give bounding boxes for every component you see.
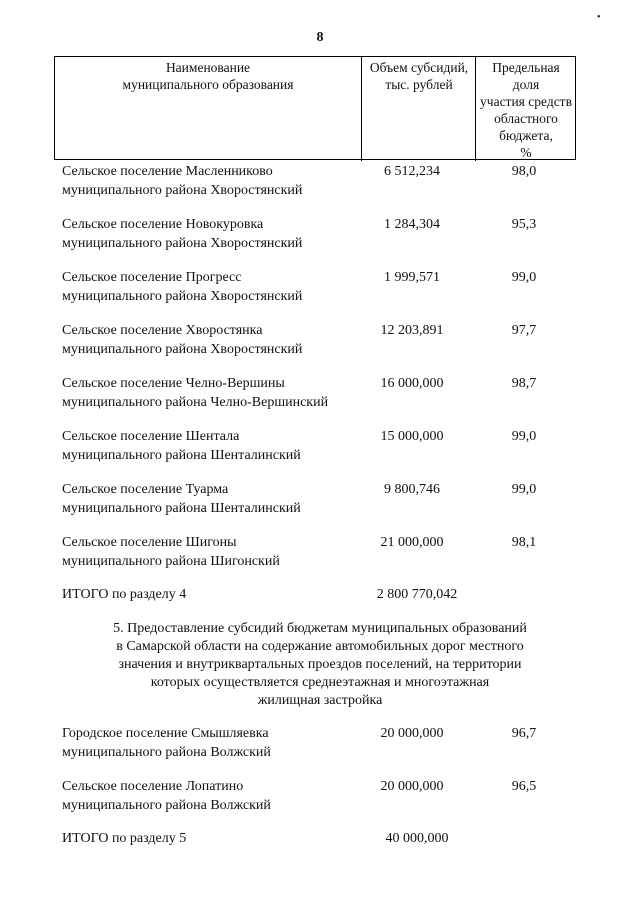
section-title-line: в Самарской области на содержание автомобильных дорог местного	[116, 639, 524, 654]
row-amount: 12 203,891	[380, 323, 444, 338]
row-percent: 99,0	[511, 270, 537, 285]
header-line: Наименование	[165, 60, 251, 75]
row-name-line1: Сельское поселение Шигоны	[62, 535, 237, 550]
header-line: тыс. рублей	[385, 77, 453, 92]
row-name-line1: Городское поселение Смышляевка	[62, 726, 269, 741]
row-name-line2: муниципального района Хворостянский	[62, 183, 303, 198]
row-percent: 95,3	[511, 217, 537, 232]
header-amount-column	[361, 57, 476, 161]
header-line: Объем субсидий,	[369, 60, 469, 75]
row-name-line2: муниципального района Волжский	[62, 798, 271, 813]
header-line: муниципального образования	[122, 77, 294, 92]
row-percent: 98,1	[511, 535, 537, 550]
row-amount: 1 284,304	[384, 217, 440, 232]
row-percent: 97,7	[511, 323, 537, 338]
section5-title	[70, 620, 570, 710]
total-amount: 40 000,000	[385, 831, 449, 846]
row-name-line2: муниципального района Волжский	[62, 745, 271, 760]
header-line: участия средств	[480, 94, 572, 109]
row-name-line1: Сельское поселение Туарма	[62, 482, 229, 497]
section-title-line: жилищная застройка	[257, 693, 383, 708]
total-label: ИТОГО по разделу 5	[62, 831, 187, 846]
header-line: областного	[494, 111, 558, 126]
row-name-line2: муниципального района Шенталинский	[62, 448, 301, 463]
row-percent: 99,0	[511, 429, 537, 444]
row-amount: 20 000,000	[380, 779, 444, 794]
page-number: 8	[316, 30, 324, 45]
row-percent: 98,7	[511, 376, 537, 391]
row-name-line2: муниципального района Хворостянский	[62, 289, 303, 304]
header-percent-column	[475, 57, 576, 161]
row-amount: 16 000,000	[380, 376, 444, 391]
row-amount: 9 800,746	[384, 482, 440, 497]
row-percent: 98,0	[511, 164, 537, 179]
header-name-column	[55, 57, 361, 161]
header-line: Предельная	[492, 60, 560, 75]
row-percent: 99,0	[511, 482, 537, 497]
row-name-line1: Сельское поселение Новокуровка	[62, 217, 264, 232]
section-title-line: значения и внутриквартальных проездов поселений, на территории	[118, 657, 522, 672]
row-name-line2: муниципального района Челно-Вершинский	[62, 395, 329, 410]
section-title-line: которых осуществляется среднеэтажная и многоэтажная	[150, 675, 490, 690]
row-name-line1: Сельское поселение Хворостянка	[62, 323, 263, 338]
row-name-line2: муниципального района Хворостянский	[62, 236, 303, 251]
row-amount: 1 999,571	[384, 270, 440, 285]
total-label: ИТОГО по разделу 4	[62, 587, 187, 602]
total-amount: 2 800 770,042	[376, 587, 458, 602]
row-name-line1: Сельское поселение Масленниково	[62, 164, 273, 179]
row-name-line2: муниципального района Шенталинский	[62, 501, 301, 516]
row-name-line1: Сельское поселение Прогресс	[62, 270, 242, 285]
row-percent: 96,5	[511, 779, 537, 794]
row-name-line2: муниципального района Хворостянский	[62, 342, 303, 357]
row-amount: 20 000,000	[380, 726, 444, 741]
header-line: доля	[512, 77, 540, 92]
row-name-line1: Сельское поселение Шентала	[62, 429, 240, 444]
row-name-line1: Сельское поселение Лопатино	[62, 779, 244, 794]
table-header	[54, 56, 576, 160]
header-line: %	[520, 145, 532, 160]
row-percent: 96,7	[511, 726, 537, 741]
row-name-line1: Сельское поселение Челно-Вершины	[62, 376, 285, 391]
stray-mark: •	[597, 12, 601, 23]
row-amount: 21 000,000	[380, 535, 444, 550]
row-name-line2: муниципального района Шигонский	[62, 554, 280, 569]
section-title-line: 5. Предоставление субсидий бюджетам муниципальных образований	[113, 621, 527, 636]
row-amount: 15 000,000	[380, 429, 444, 444]
row-amount: 6 512,234	[384, 164, 440, 179]
header-line: бюджета,	[499, 128, 553, 143]
